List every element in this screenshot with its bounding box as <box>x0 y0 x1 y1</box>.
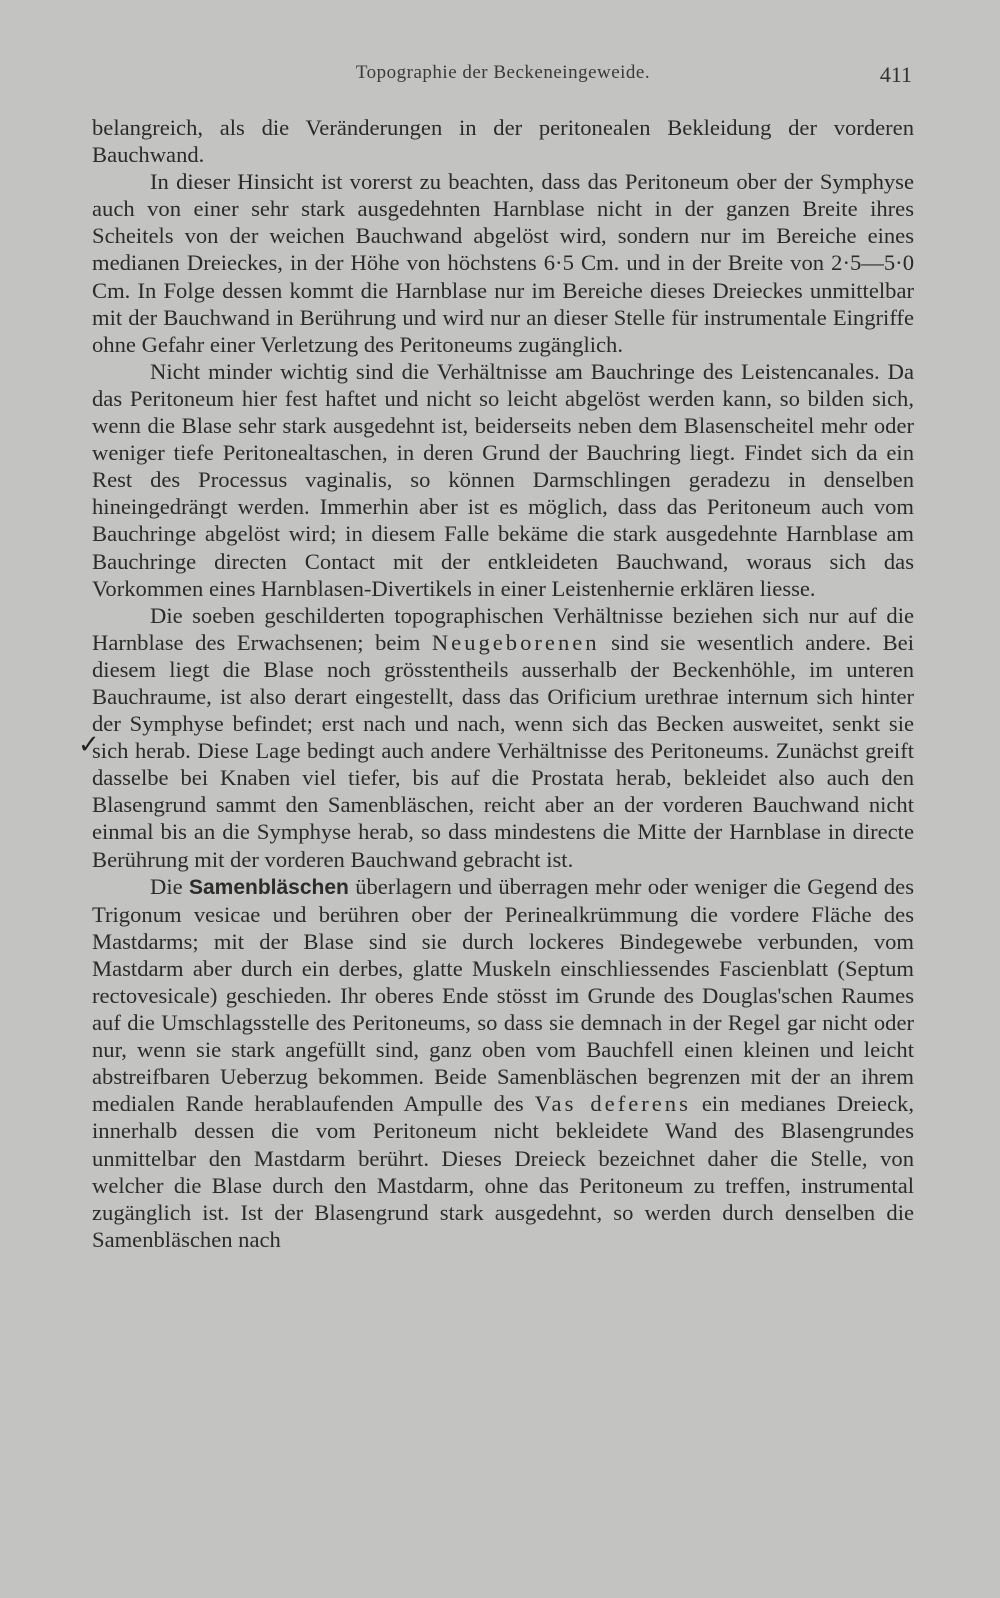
paragraph-5-text-a: Die <box>150 873 189 899</box>
spaced-term-neugeborenen: Neugeborenen <box>431 629 600 655</box>
margin-check-mark: ✓ <box>78 730 100 760</box>
page-header <box>92 62 914 92</box>
paragraph-2: In dieser Hinsicht ist vorerst zu beachten, dass das Peritoneum ober der Symphyse auch von einer sehr stark ausgedehnten Harnblase nicht in der ganzen Breite ihres Scheitels von der weichen Bauchwand abgelöst wird, sondern nur im Bereiche eines medianen Dreieckes, in der Höhe von höchstens 6·5 Cm. und in der Breite von 2·5—5·0 Cm. In Folge dessen kommt die Harnblase nur im Bereiche dieses Dreieckes unmittelbar mit der Bauchwand in Berührung und wird nur an dieser Stelle für instrumentale Eingriffe ohne Gefahr einer Verletzung des Peritoneums zugänglich. <box>92 169 914 357</box>
paragraph-4 <box>92 602 914 873</box>
body-text <box>92 114 914 1253</box>
paragraph-3: Nicht minder wichtig sind die Verhältnisse am Bauchringe des Leistencanales. Da das Peritoneum hier fest haftet und nicht so leicht abgelöst werden kann, so bilden sich, wenn die Blase sehr stark ausgedehnt ist, beiderseits neben dem Blasenscheitel mehr oder weniger tiefe Peritonealtaschen, in deren Grund der Bauchring liegt. Findet sich da ein Rest des Processus vaginalis, so können Darmschlingen geradezu in denselben hineingedrängt werden. Immerhin aber ist es möglich, dass das Peritoneum auch vom Bauchringe abgelöst wird; in diesem Falle bekäme die stark ausgedehnte Harnblase am Bauchringe directen Contact mit der entkleideten Bauchwand, woraus sich das Vorkommen eines Harnblasen-Divertikels in einer Leistenhernie erklären liesse. <box>92 358 914 601</box>
bold-term-samenblaeschen: Samenbläschen <box>188 875 349 899</box>
page-number: 411 <box>879 62 912 87</box>
running-title: Topographie der Beckeneingeweide. <box>355 62 651 83</box>
paragraph-1: belangreich, als die Veränderungen in der peritonealen Bekleidung der vorderen Bauchwand. <box>92 115 914 168</box>
spaced-term-vas-deferens: Vas deferens <box>534 1091 691 1117</box>
paragraph-5 <box>92 873 914 1253</box>
paragraph-5-text-c: ein medianes Dreieck, innerhalb dessen die vom Peritoneum nicht bekleidete Wand des Blasengrundes unmittelbar den Mastdarm berührt. Dieses Dreieck bezeichnet daher die Stelle, von welcher die Blase durch den Mastdarm, ohne das Peritoneum zu treffen, instrumental zugänglich ist. Ist der Blasengrund stark ausgedehnt, so werden durch denselben die Samenbläschen nach <box>92 1091 914 1252</box>
paragraph-5-text-b: überlagern und überragen mehr oder weniger die Gegend des Trigonum vesicae und berühren ober der Perinealkrümmung die vordere Fläche des Mastdarms; mit der Blase sind sie durch lockeres Bindegewebe verbunden, vom Mastdarm aber durch ein derbes, glatte Muskeln einschliessendes Fascienblatt (Septum rectovesicale) geschieden. Ihr oberes Ende stösst im Grunde des Douglas'schen Raumes auf die Umschlagsstelle des Peritoneums, so dass sie demnach in der Regel gar nicht oder nur, wenn sie stark angefüllt sind, ganz oben vom Bauchfell einen kleinen und leicht abstreifbaren Ueberzug bekommen. Beide Samenbläschen begrenzen mit der an ihrem medialen Rande herablaufenden Ampulle des <box>92 873 914 1117</box>
paragraph-4-text-a: Die soeben geschilderten topographischen Verhältnisse beziehen sich nur auf die Harnblase des Erwachsenen; beim <box>92 602 914 655</box>
paragraph-4-text-b: sind sie wesentlich andere. Bei diesem liegt die Blase noch grösstentheils ausserhalb der Beckenhöhle, im unteren Bauchraume, ist also derart eingestellt, dass das Orificium urethrae internum sich hinter der Symphyse befindet; erst nach und nach, wenn sich das Becken ausweitet, senkt sie sich herab. Diese Lage bedingt auch andere Verhältnisse des Peritoneums. Zunächst greift dasselbe bei Knaben viel tiefer, bis auf die Prostata herab, bekleidet also auch den Blasengrund sammt den Samenbläschen, reicht aber an der vorderen Bauchwand nicht einmal bis an die Symphyse herab, so dass mindestens die Mitte der Harnblase in directe Berührung mit der vorderen Bauchwand gebracht ist. <box>92 629 914 872</box>
